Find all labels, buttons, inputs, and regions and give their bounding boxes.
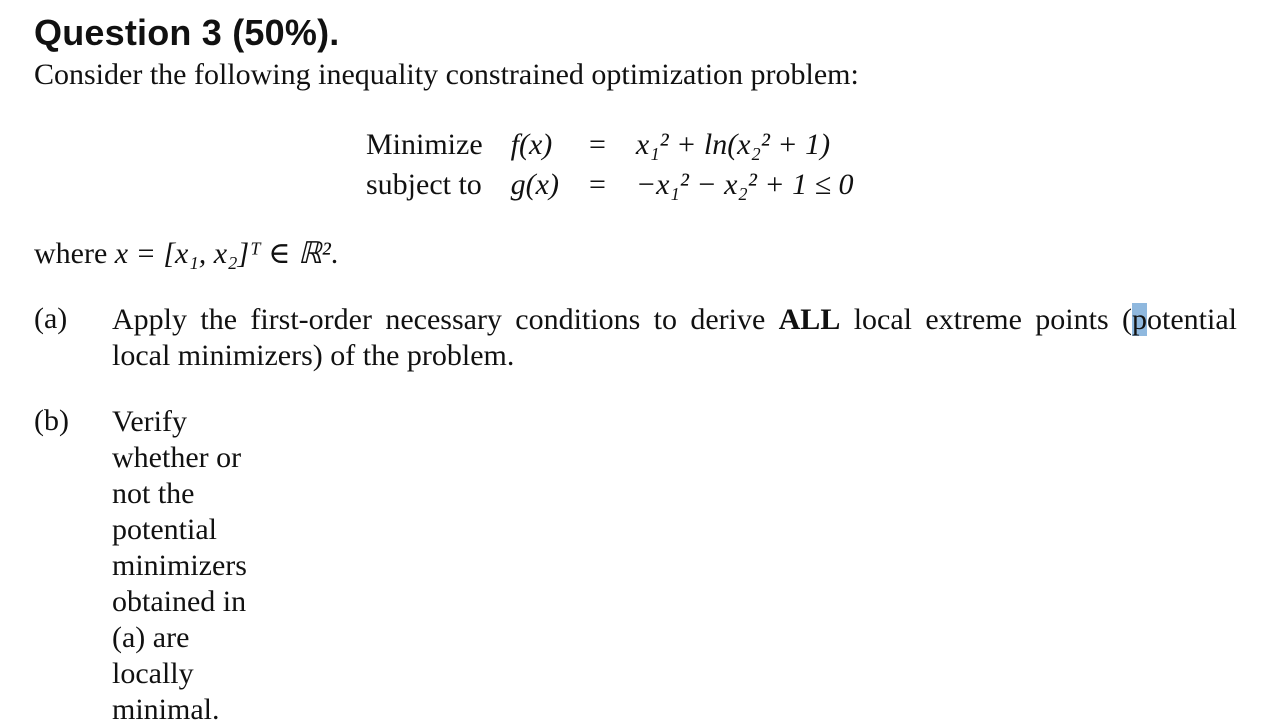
part-b-label: (b) [34,404,69,437]
constraint-label: subject to [366,168,482,201]
part-a-label: (a) [34,302,68,335]
objective-expression: x₁² + ln(x₂² + 1) [635,128,831,161]
objective-label: Minimize [366,128,483,161]
constraint-equals: = [588,168,606,201]
part-a-bold-all: ALL [778,303,841,336]
question-heading: Question 3 (50%). [34,12,340,53]
intro-text: Consider the following inequality constrained optimization problem: [34,58,859,91]
where-word: where [34,237,108,270]
part-a-text-end: local extreme points [853,303,1109,336]
constraint-expression: −x₁² − x₂² + 1 ≤ 0 [635,168,854,201]
objective-function: f(x) [510,128,553,161]
domain-statement [34,236,338,271]
objective-row [366,125,854,165]
objective-equals: = [588,128,606,161]
part-b-text: Verify whether or not the potential minimizers obtained in (a) are locally minimal. [112,405,247,726]
constraint-row [366,165,854,205]
part-a-text [112,302,1237,374]
problem-formulation [366,125,854,205]
text-selection-highlight: p [1132,303,1148,336]
part-a-line2-highlight: (p [1122,303,1148,336]
constraint-function: g(x) [510,168,559,201]
part-a-text-start: Apply the first-order necessary conditions to derive [112,303,766,336]
where-period: . [330,237,339,270]
part-a-line2-rest: otential local minimizers) of the problem. [112,303,1237,372]
domain-math: x = [x₁, x₂]ᵀ ∈ ℝ² [114,237,331,270]
